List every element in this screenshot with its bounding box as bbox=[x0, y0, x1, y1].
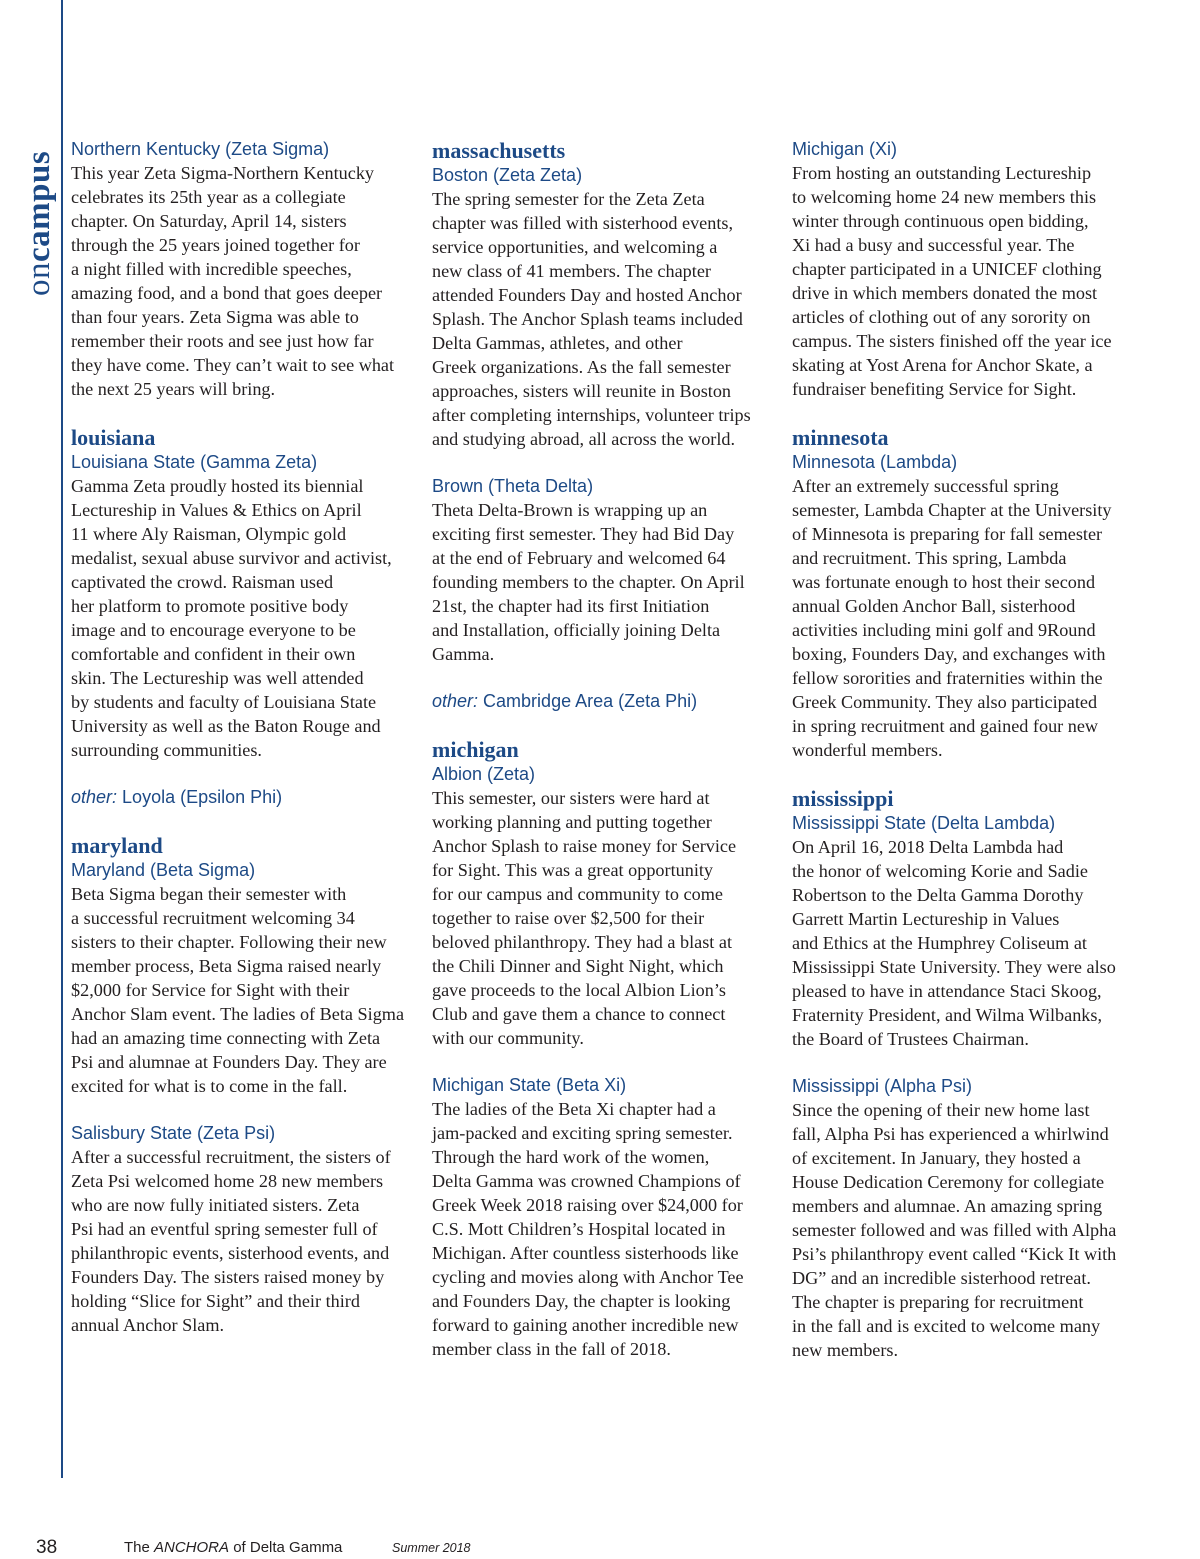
text-line: than four years. Zeta Sigma was able to bbox=[71, 307, 359, 327]
text-line: Gamma. bbox=[432, 644, 495, 664]
text-line: had an amazing time connecting with Zeta bbox=[71, 1028, 381, 1048]
text-line: holding “Slice for Sight” and their third bbox=[71, 1291, 360, 1311]
text-line: 21st, the chapter had its first Initiation bbox=[432, 596, 710, 616]
text-line: attended Founders Day and hosted Anchor bbox=[432, 285, 742, 305]
section-gap bbox=[432, 666, 777, 690]
text-line: forward to gaining another incredible new bbox=[432, 1315, 739, 1335]
text-line: fellow sororities and fraternities within the bbox=[792, 668, 1103, 688]
chapter-name: Minnesota (Lambda) bbox=[792, 452, 958, 472]
vertical-rule bbox=[61, 0, 63, 1478]
text-line: Gamma Zeta proudly hosted its biennial bbox=[71, 476, 364, 496]
chapter-heading bbox=[432, 164, 777, 187]
text-line: Splash. The Anchor Splash teams included bbox=[432, 309, 743, 329]
text-line: who are now fully initiated sisters. Zeta bbox=[71, 1195, 360, 1215]
text-line: exciting first semester. They had Bid Day bbox=[432, 524, 735, 544]
chapter-heading bbox=[792, 1075, 1137, 1098]
chapter-report bbox=[71, 882, 416, 1098]
text-line: service opportunities, and welcoming a bbox=[432, 237, 718, 257]
text-line: articles of clothing out of any sorority on bbox=[792, 307, 1091, 327]
text-line: The ladies of the Beta Xi chapter had a bbox=[432, 1099, 716, 1119]
text-line: comfortable and confident in their own bbox=[71, 644, 356, 664]
text-line: skin. The Lectureship was well attended bbox=[71, 668, 364, 688]
text-line: activities including mini golf and 9Round bbox=[792, 620, 1096, 640]
chapter-heading bbox=[71, 859, 416, 882]
chapter-report bbox=[71, 1145, 416, 1337]
text-line: working planning and putting together bbox=[432, 812, 712, 832]
text-line: to welcoming home 24 new members this bbox=[792, 187, 1097, 207]
chapter-name: Boston (Zeta Zeta) bbox=[432, 165, 583, 185]
text-line: Psi and alumnae at Founders Day. They are bbox=[71, 1052, 387, 1072]
chapter-report bbox=[792, 474, 1137, 762]
text-line: founding members to the chapter. On April bbox=[432, 572, 745, 592]
text-line: chapter was filled with sisterhood events, bbox=[432, 213, 734, 233]
text-line: chapter participated in a UNICEF clothing bbox=[792, 259, 1102, 279]
chapter-heading bbox=[792, 138, 1137, 161]
section-gap bbox=[432, 713, 777, 737]
text-line: annual Golden Anchor Ball, sisterhood bbox=[792, 596, 1076, 616]
text-line: together to raise over $2,500 for their bbox=[432, 908, 705, 928]
state-heading: michigan bbox=[432, 737, 519, 762]
text-line: Michigan. After countless sisterhoods like bbox=[432, 1243, 739, 1263]
chapter-heading bbox=[792, 812, 1137, 835]
text-line: $2,000 for Service for Sight with their bbox=[71, 980, 350, 1000]
other-label: other: bbox=[432, 691, 479, 711]
text-line: skating at Yost Arena for Anchor Skate, a bbox=[792, 355, 1093, 375]
chapter-report bbox=[432, 1097, 777, 1361]
text-line: was fortunate enough to host their second bbox=[792, 572, 1096, 592]
text-line: pleased to have in attendance Staci Skoog, bbox=[792, 981, 1102, 1001]
text-line: member process, Beta Sigma raised nearly bbox=[71, 956, 382, 976]
chapter-report bbox=[432, 187, 777, 451]
text-line: fundraiser benefiting Service for Sight. bbox=[792, 379, 1077, 399]
text-line: for Sight. This was a great opportunity bbox=[432, 860, 714, 880]
text-line: the Chili Dinner and Sight Night, which bbox=[432, 956, 724, 976]
text-line: Founders Day. The sisters raised money by bbox=[71, 1267, 385, 1287]
text-line: Anchor Slam event. The ladies of Beta Sigma bbox=[71, 1004, 405, 1024]
page-number: 38 bbox=[36, 1537, 58, 1558]
text-line: fall, Alpha Psi has experienced a whirlwind bbox=[792, 1124, 1109, 1144]
text-line: University as well as the Baton Rouge and bbox=[71, 716, 381, 736]
text-line: This semester, our sisters were hard at bbox=[432, 788, 710, 808]
text-line: philanthropic events, sisterhood events, and bbox=[71, 1243, 390, 1263]
text-line: through the 25 years joined together for bbox=[71, 235, 360, 255]
text-line: winter through continuous open bidding, bbox=[792, 211, 1089, 231]
other-label: other: bbox=[71, 787, 118, 807]
section-gap bbox=[432, 451, 777, 475]
chapter-name: Brown (Theta Delta) bbox=[432, 476, 594, 496]
chapter-heading bbox=[71, 786, 416, 809]
text-line: with our community. bbox=[432, 1028, 584, 1048]
text-line: Robertson to the Delta Gamma Dorothy bbox=[792, 885, 1084, 905]
state-heading: mississippi bbox=[792, 786, 894, 811]
text-line: Psi had an eventful spring semester full of bbox=[71, 1219, 378, 1239]
column-3 bbox=[792, 138, 1137, 1362]
text-line: The spring semester for the Zeta Zeta bbox=[432, 189, 705, 209]
chapter-report bbox=[432, 786, 777, 1050]
text-line: boxing, Founders Day, and exchanges with bbox=[792, 644, 1106, 664]
state-heading: massachusetts bbox=[432, 138, 566, 163]
chapter-name: Albion (Zeta) bbox=[432, 764, 536, 784]
text-line: C.S. Mott Children’s Hospital located in bbox=[432, 1219, 726, 1239]
text-line: of excitement. In January, they hosted a bbox=[792, 1148, 1081, 1168]
text-line: beloved philanthropy. They had a blast at bbox=[432, 932, 733, 952]
chapter-heading bbox=[792, 451, 1137, 474]
section-gap bbox=[71, 1098, 416, 1122]
text-line: and Founders Day, the chapter is looking bbox=[432, 1291, 731, 1311]
chapter-report bbox=[71, 474, 416, 762]
text-line: celebrates its 25th year as a collegiate bbox=[71, 187, 346, 207]
text-line: new class of 41 members. The chapter bbox=[432, 261, 711, 281]
section-gap bbox=[432, 1050, 777, 1074]
chapter-report bbox=[792, 1098, 1137, 1362]
text-line: approaches, sisters will reunite in Boston bbox=[432, 381, 732, 401]
chapter-report bbox=[792, 835, 1137, 1051]
text-line: The chapter is preparing for recruitment bbox=[792, 1292, 1084, 1312]
chapter-heading bbox=[432, 763, 777, 786]
magazine-title: The ANCHORA of Delta Gamma bbox=[124, 1539, 343, 1556]
chapter-heading bbox=[432, 475, 777, 498]
chapter-report bbox=[432, 498, 777, 666]
section-gap bbox=[71, 401, 416, 425]
chapter-name: Mississippi (Alpha Psi) bbox=[792, 1076, 973, 1096]
state-heading: louisiana bbox=[71, 425, 156, 450]
chapter-name: Northern Kentucky (Zeta Sigma) bbox=[71, 139, 330, 159]
chapter-name: Louisiana State (Gamma Zeta) bbox=[71, 452, 318, 472]
chapter-heading bbox=[432, 1074, 777, 1097]
section-gap bbox=[71, 762, 416, 786]
text-line: remember their roots and see just how far bbox=[71, 331, 374, 351]
text-line: sisters to their chapter. Following their new bbox=[71, 932, 387, 952]
text-line: Through the hard work of the women, bbox=[432, 1147, 710, 1167]
text-line: gave proceeds to the local Albion Lion’s bbox=[432, 980, 726, 1000]
chapter-name: Michigan (Xi) bbox=[792, 139, 898, 159]
text-line: and studying abroad, all across the world. bbox=[432, 429, 736, 449]
section-gap bbox=[792, 1051, 1137, 1075]
text-line: Anchor Splash to raise money for Service bbox=[432, 836, 737, 856]
text-line: they have come. They can’t wait to see what bbox=[71, 355, 395, 375]
text-line: amazing food, and a bond that goes deeper bbox=[71, 283, 383, 303]
text-line: annual Anchor Slam. bbox=[71, 1315, 225, 1335]
text-line: the next 25 years will bring. bbox=[71, 379, 276, 399]
text-line: Club and gave them a chance to connect bbox=[432, 1004, 726, 1024]
text-line: for our campus and community to come bbox=[432, 884, 723, 904]
text-line: This year Zeta Sigma-Northern Kentucky bbox=[71, 163, 375, 183]
text-line: After a successful recruitment, the sisters of bbox=[71, 1147, 391, 1167]
chapter-heading bbox=[71, 138, 416, 161]
text-line: medalist, sexual abuse survivor and activist, bbox=[71, 548, 392, 568]
state-heading: minnesota bbox=[792, 425, 889, 450]
text-line: Xi had a busy and successful year. The bbox=[792, 235, 1075, 255]
chapter-report bbox=[71, 161, 416, 401]
column-2 bbox=[432, 138, 777, 1361]
text-line: member class in the fall of 2018. bbox=[432, 1339, 671, 1359]
chapter-name: Salisbury State (Zeta Psi) bbox=[71, 1123, 276, 1143]
text-line: Greek Community. They also participated bbox=[792, 692, 1098, 712]
text-line: Delta Gamma was crowned Champions of bbox=[432, 1171, 741, 1191]
section-gap bbox=[792, 762, 1137, 786]
text-line: Beta Sigma began their semester with bbox=[71, 884, 347, 904]
text-line: Theta Delta-Brown is wrapping up an bbox=[432, 500, 708, 520]
text-line: the Board of Trustees Chairman. bbox=[792, 1029, 1029, 1049]
text-line: Greek Week 2018 raising over $24,000 for bbox=[432, 1195, 743, 1215]
text-line: jam-packed and exciting spring semester. bbox=[432, 1123, 733, 1143]
text-line: semester, Lambda Chapter at the University bbox=[792, 500, 1112, 520]
text-line: the honor of welcoming Korie and Sadie bbox=[792, 861, 1088, 881]
text-line: Since the opening of their new home last bbox=[792, 1100, 1090, 1120]
chapter-heading bbox=[71, 451, 416, 474]
text-line: Zeta Psi welcomed home 28 new members bbox=[71, 1171, 384, 1191]
section-gap bbox=[792, 401, 1137, 425]
text-line: House Dedication Ceremony for collegiate bbox=[792, 1172, 1105, 1192]
text-line: Delta Gammas, athletes, and other bbox=[432, 333, 683, 353]
text-line: From hosting an outstanding Lectureship bbox=[792, 163, 1092, 183]
text-line: a night filled with incredible speeches, bbox=[71, 259, 352, 279]
text-line: excited for what is to come in the fall. bbox=[71, 1076, 348, 1096]
text-line: Lectureship in Values & Ethics on April bbox=[71, 500, 362, 520]
text-line: surrounding communities. bbox=[71, 740, 262, 760]
state-heading: maryland bbox=[71, 833, 163, 858]
chapter-name: Maryland (Beta Sigma) bbox=[71, 860, 256, 880]
section-gap bbox=[71, 809, 416, 833]
chapter-name: Michigan State (Beta Xi) bbox=[432, 1075, 627, 1095]
text-line: Fraternity President, and Wilma Wilbanks, bbox=[792, 1005, 1103, 1025]
text-line: members and alumnae. An amazing spring bbox=[792, 1196, 1103, 1216]
text-line: at the end of February and welcomed 64 bbox=[432, 548, 726, 568]
chapter-name: Mississippi State (Delta Lambda) bbox=[792, 813, 1056, 833]
text-line: 11 where Aly Raisman, Olympic gold bbox=[71, 524, 347, 544]
text-line: by students and faculty of Louisiana State bbox=[71, 692, 377, 712]
text-line: new members. bbox=[792, 1340, 899, 1360]
text-line: Greek organizations. As the fall semester bbox=[432, 357, 731, 377]
text-line: drive in which members donated the most bbox=[792, 283, 1098, 303]
text-line: Psi’s philanthropy event called “Kick It with bbox=[792, 1244, 1117, 1264]
text-line: chapter. On Saturday, April 14, sisters bbox=[71, 211, 347, 231]
text-line: and Ethics at the Humphrey Coliseum at bbox=[792, 933, 1087, 953]
chapter-heading bbox=[71, 1122, 416, 1145]
text-line: On April 16, 2018 Delta Lambda had bbox=[792, 837, 1064, 857]
text-line: Mississippi State University. They were also bbox=[792, 957, 1116, 977]
text-line: of Minnesota is preparing for fall semester bbox=[792, 524, 1103, 544]
issue-season: Summer 2018 bbox=[392, 1541, 471, 1555]
text-line: wonderful members. bbox=[792, 740, 943, 760]
text-line: after completing internships, volunteer trips bbox=[432, 405, 751, 425]
text-line: campus. The sisters finished off the year ice bbox=[792, 331, 1112, 351]
text-line: captivated the crowd. Raisman used bbox=[71, 572, 334, 592]
text-line: DG” and an incredible sisterhood retreat. bbox=[792, 1268, 1091, 1288]
text-line: cycling and movies along with Anchor Tee bbox=[432, 1267, 744, 1287]
chapter-heading bbox=[432, 690, 777, 713]
text-line: and Installation, officially joining Delta bbox=[432, 620, 721, 640]
text-line: her platform to promote positive body bbox=[71, 596, 349, 616]
text-line: semester followed and was filled with Alpha bbox=[792, 1220, 1117, 1240]
section-label-oncampus: oncampus bbox=[21, 150, 57, 296]
column-1 bbox=[71, 138, 416, 1337]
text-line: a successful recruitment welcoming 34 bbox=[71, 908, 355, 928]
text-line: in the fall and is excited to welcome many bbox=[792, 1316, 1101, 1336]
text-line: Garrett Martin Lectureship in Values bbox=[792, 909, 1060, 929]
chapter-name: Loyola (Epsilon Phi) bbox=[122, 787, 283, 807]
chapter-report bbox=[792, 161, 1137, 401]
text-line: image and to encourage everyone to be bbox=[71, 620, 356, 640]
text-line: After an extremely successful spring bbox=[792, 476, 1059, 496]
text-line: and recruitment. This spring, Lambda bbox=[792, 548, 1067, 568]
chapter-name: Cambridge Area (Zeta Phi) bbox=[483, 691, 698, 711]
text-line: in spring recruitment and gained four new bbox=[792, 716, 1099, 736]
